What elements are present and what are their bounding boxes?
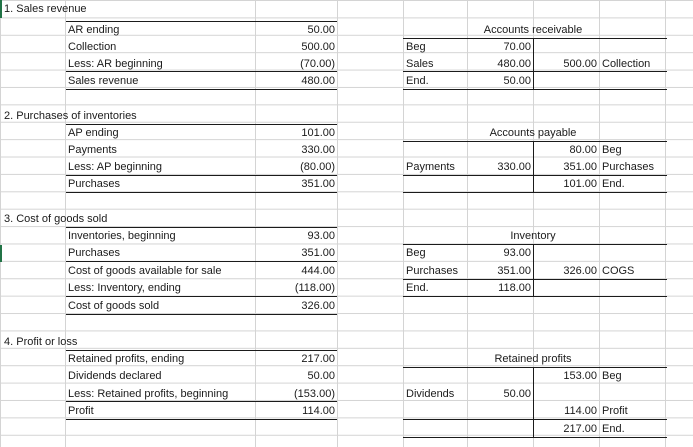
t-account-bottom-line: [403, 192, 667, 193]
calc-value[interactable]: 217.00: [301, 353, 335, 365]
cell-border: [66, 175, 337, 176]
t-account-bottom-line: [403, 437, 667, 438]
t-left-amount[interactable]: 330.00: [497, 161, 531, 173]
calc-label[interactable]: Profit: [68, 405, 94, 417]
calc-label[interactable]: Payments: [68, 144, 117, 156]
calc-label[interactable]: Cost of goods sold: [68, 300, 160, 312]
t-right-label[interactable]: Beg: [602, 370, 622, 382]
t-right-amount[interactable]: 153.00: [563, 370, 597, 382]
column-gridline: [403, 0, 404, 447]
t-left-amount[interactable]: 480.00: [497, 58, 531, 70]
t-left-amount[interactable]: 93.00: [503, 247, 531, 259]
cell-border: [66, 401, 337, 402]
t-left-label[interactable]: End.: [406, 282, 429, 294]
calc-value[interactable]: 444.00: [301, 265, 335, 277]
section-title-cogs[interactable]: 3. Cost of goods sold: [4, 213, 108, 225]
calc-label[interactable]: Less: Retained profits, beginning: [68, 388, 229, 400]
section-title-purchases[interactable]: 2. Purchases of inventories: [4, 110, 137, 122]
calc-label[interactable]: AR ending: [68, 24, 120, 36]
t-left-label[interactable]: Payments: [406, 161, 455, 173]
t-account-bar: [403, 141, 667, 142]
t-account-total-line: [403, 279, 667, 280]
t-account-bar: [403, 38, 667, 39]
t-left-label[interactable]: End.: [406, 75, 429, 87]
calc-value[interactable]: (118.00): [294, 282, 335, 294]
t-right-amount[interactable]: 114.00: [564, 405, 597, 417]
t-account-title[interactable]: Accounts receivable: [483, 24, 583, 36]
t-account-title[interactable]: Inventory: [510, 230, 556, 242]
t-account-total-line: [403, 175, 667, 176]
t-account-bar: [403, 244, 667, 245]
t-right-amount[interactable]: 351.00: [563, 161, 597, 173]
t-account-bottom-line: [403, 89, 667, 90]
t-account-divider: [533, 367, 534, 438]
t-right-label[interactable]: COGS: [602, 265, 635, 277]
t-right-amount[interactable]: 80.00: [569, 144, 597, 156]
cell-border: [66, 419, 337, 420]
t-left-amount[interactable]: 118.00: [498, 282, 531, 294]
cell-border: [66, 227, 337, 228]
column-gridline: [665, 0, 666, 447]
calc-label[interactable]: Collection: [68, 41, 117, 53]
calc-value[interactable]: 480.00: [301, 75, 335, 87]
calc-label[interactable]: AP ending: [68, 127, 119, 139]
calc-value[interactable]: 351.00: [301, 178, 335, 190]
calc-value[interactable]: 114.00: [302, 405, 335, 417]
calc-value[interactable]: 500.00: [301, 41, 335, 53]
calc-label[interactable]: Less: Inventory, ending: [68, 282, 181, 294]
t-right-amount[interactable]: 326.00: [563, 265, 597, 277]
section-title-profit[interactable]: 4. Profit or loss: [4, 336, 78, 348]
t-left-label[interactable]: Sales: [406, 58, 434, 70]
calc-value[interactable]: 50.00: [307, 24, 335, 36]
t-account-title[interactable]: Retained profits: [494, 353, 572, 365]
calc-label[interactable]: Cost of goods available for sale: [68, 265, 222, 277]
t-account-divider: [533, 141, 534, 193]
t-right-label[interactable]: End.: [602, 178, 625, 190]
t-left-label[interactable]: Beg: [406, 41, 426, 53]
t-left-label[interactable]: Dividends: [406, 388, 455, 400]
column-gridline: [599, 0, 600, 447]
cell-border: [66, 89, 337, 90]
column-gridline: [467, 0, 468, 447]
t-left-amount[interactable]: 351.00: [497, 265, 531, 277]
t-account-bottom-line: [403, 296, 667, 297]
calc-label[interactable]: Retained profits, ending: [68, 353, 185, 365]
cell-border: [66, 192, 337, 193]
t-right-amount[interactable]: 217.00: [563, 423, 597, 435]
t-left-amount[interactable]: 70.00: [503, 41, 531, 53]
t-right-label[interactable]: Profit: [602, 405, 628, 417]
t-left-amount[interactable]: 50.00: [503, 388, 531, 400]
calc-value[interactable]: (80.00): [300, 161, 335, 173]
t-right-label[interactable]: Purchases: [602, 161, 654, 173]
calc-label[interactable]: Purchases: [68, 247, 120, 259]
calc-value[interactable]: (153.00): [294, 388, 335, 400]
calc-value[interactable]: 326.00: [301, 300, 335, 312]
t-account-bar: [403, 367, 667, 368]
cell-border: [66, 71, 337, 72]
calc-label[interactable]: Less: AR beginning: [68, 58, 163, 70]
t-right-label[interactable]: End.: [602, 423, 625, 435]
selection-indicator: [0, 245, 2, 262]
calc-value[interactable]: 351.00: [301, 247, 335, 259]
calc-value[interactable]: 101.00: [301, 127, 335, 139]
cell-border: [66, 261, 337, 262]
t-account-divider: [533, 38, 534, 90]
cell-border: [66, 296, 337, 297]
t-right-label[interactable]: Collection: [602, 58, 651, 70]
t-left-label[interactable]: Beg: [406, 247, 426, 259]
calc-label[interactable]: Less: AP beginning: [68, 161, 162, 173]
t-right-label[interactable]: Beg: [602, 144, 622, 156]
t-right-amount[interactable]: 500.00: [563, 58, 597, 70]
calc-label[interactable]: Dividends declared: [68, 370, 162, 382]
column-gridline: [255, 0, 256, 447]
t-account-total-line: [403, 71, 667, 72]
calc-value[interactable]: 50.00: [307, 370, 335, 382]
cell-border: [66, 21, 337, 22]
section-title-sales-revenue[interactable]: 1. Sales revenue: [4, 3, 87, 15]
calc-label[interactable]: Inventories, beginning: [68, 230, 176, 242]
calc-label[interactable]: Sales revenue: [68, 75, 139, 87]
column-gridline: [337, 0, 338, 447]
calc-value[interactable]: 330.00: [301, 144, 335, 156]
calc-value[interactable]: (70.00): [300, 58, 335, 70]
t-left-amount[interactable]: 50.00: [503, 75, 531, 87]
calc-value[interactable]: 93.00: [307, 230, 335, 242]
cell-border: [66, 314, 337, 315]
t-left-label[interactable]: Purchases: [406, 265, 458, 277]
t-account-title[interactable]: Accounts payable: [489, 127, 577, 139]
cell-border: [66, 350, 337, 351]
cell-border: [66, 124, 337, 125]
selection-indicator: [0, 0, 2, 18]
calc-label[interactable]: Purchases: [68, 178, 120, 190]
t-account-total-line: [403, 419, 667, 420]
t-account-divider: [533, 244, 534, 297]
t-right-amount[interactable]: 101.00: [563, 178, 597, 190]
